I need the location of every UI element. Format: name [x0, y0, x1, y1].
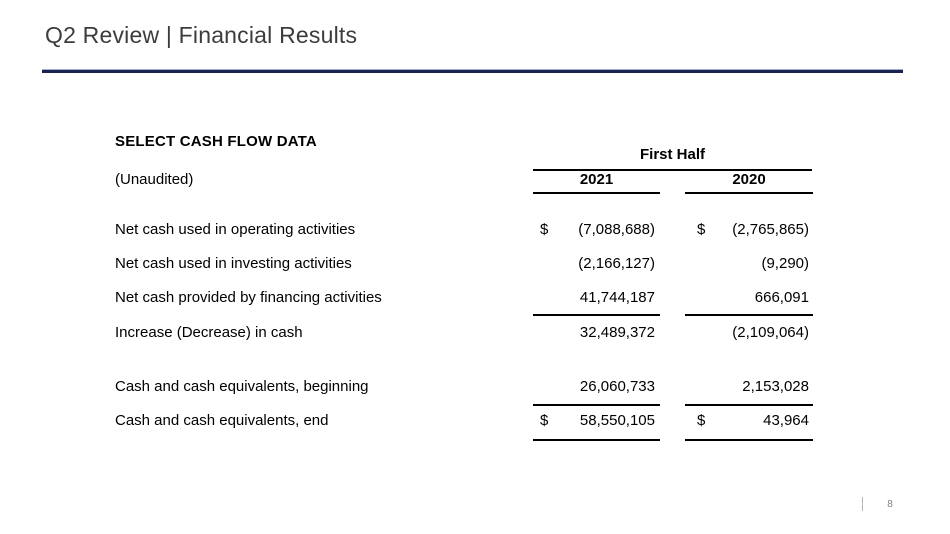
cell-end-2020 — [685, 412, 813, 430]
cell-end-2021 — [533, 412, 660, 430]
dollar-sign: $ — [697, 221, 706, 238]
cell-value: 58,550,105 — [579, 412, 655, 429]
row-label-financing: Net cash provided by financing activities — [115, 289, 382, 306]
beginning-total-line-2020 — [685, 404, 813, 406]
page-number: 8 — [887, 499, 893, 510]
subtotal-line-2021 — [533, 314, 660, 316]
subtotal-line-2020 — [685, 314, 813, 316]
row-label-investing: Net cash used in investing activities — [115, 255, 352, 272]
table-subheading: (Unaudited) — [115, 171, 194, 188]
cell-value: (7,088,688) — [578, 221, 655, 238]
cell-value: 666,091 — [754, 289, 809, 306]
dollar-sign: $ — [540, 221, 549, 238]
cell-financing-2020 — [685, 289, 813, 307]
footer-divider — [862, 497, 863, 511]
cell-value: (2,166,127) — [578, 255, 655, 272]
cell-beginning-2021 — [533, 378, 660, 396]
column-header-2021: 2021 — [579, 171, 614, 188]
cell-beginning-2020 — [685, 378, 813, 396]
column-header-2020: 2020 — [732, 171, 766, 188]
slide-title: Q2 Review | Financial Results — [45, 22, 358, 48]
cell-value: 26,060,733 — [579, 378, 655, 395]
row-label-cash-end: Cash and cash equivalents, end — [115, 412, 329, 429]
row-label-cash-beginning: Cash and cash equivalents, beginning — [115, 378, 369, 395]
column-underline-2021 — [533, 192, 660, 194]
cell-value: 2,153,028 — [742, 378, 809, 395]
cell-investing-2020 — [685, 255, 813, 273]
cell-value: (2,765,865) — [732, 221, 809, 238]
ending-total-line-2021 — [533, 439, 660, 441]
period-header: First Half — [639, 146, 705, 163]
dollar-sign: $ — [697, 412, 706, 429]
column-underline-2020 — [685, 192, 813, 194]
cell-operating-2020 — [685, 221, 813, 239]
cell-value: 32,489,372 — [579, 324, 655, 341]
row-label-operating: Net cash used in operating activities — [115, 221, 356, 238]
table-heading: SELECT CASH FLOW DATA — [115, 133, 317, 150]
cell-increase-2021 — [533, 324, 660, 342]
cell-value: (2,109,064) — [732, 324, 809, 341]
cell-investing-2021 — [533, 255, 660, 273]
cell-value: (9,290) — [761, 255, 809, 272]
dollar-sign: $ — [540, 412, 549, 429]
row-label-increase-decrease: Increase (Decrease) in cash — [115, 324, 303, 341]
cell-value: 41,744,187 — [579, 289, 655, 306]
cell-value: 43,964 — [763, 412, 809, 429]
ending-total-line-2020 — [685, 439, 813, 441]
cell-increase-2020 — [685, 324, 813, 342]
cell-operating-2021 — [533, 221, 660, 239]
beginning-total-line-2021 — [533, 404, 660, 406]
title-divider-line — [42, 69, 903, 73]
cell-financing-2021 — [533, 289, 660, 307]
